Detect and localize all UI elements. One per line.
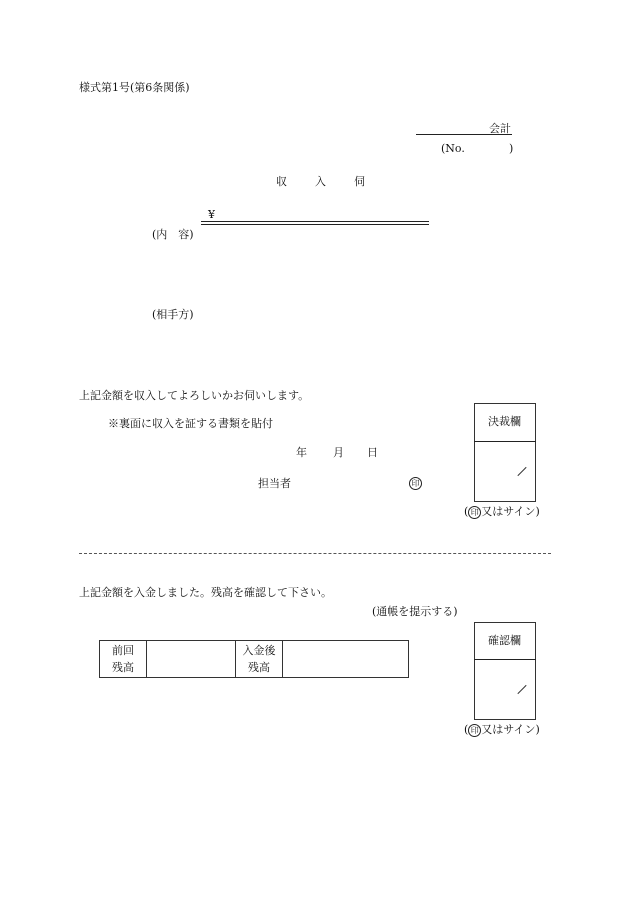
approval-seal-text: 又はサイン) <box>481 505 540 518</box>
party-label: (相手方) <box>152 308 194 321</box>
balance-col-divider-1 <box>146 640 147 678</box>
after-balance-label: 入金後 残高 <box>242 644 276 674</box>
balance-col-divider-3 <box>282 640 283 678</box>
passbook-note: (通帳を提示する) <box>372 605 458 618</box>
request-sentence: 上記金額を収入してよろしいかお伺いします。 <box>79 389 310 402</box>
form-title: 様式第1号(第6条関係) <box>79 81 190 94</box>
attachment-note: ※裏面に収入を証する書類を貼付 <box>108 417 273 430</box>
prev-balance-label: 前回 残高 <box>112 644 134 674</box>
amount-line-top <box>201 221 429 222</box>
number-close: ) <box>509 142 514 155</box>
doc-title: 収入伺 <box>276 175 393 188</box>
confirm-box-divider <box>474 659 536 660</box>
approval-seal-note <box>464 506 540 519</box>
approval-box-divider <box>474 441 536 442</box>
confirm-seal-note <box>464 724 540 737</box>
approval-label: 決裁欄 <box>488 415 521 428</box>
contents-label: (内 容) <box>152 228 194 241</box>
date-month: 月 <box>333 446 344 459</box>
seal-icon: 印 <box>468 506 481 519</box>
amount-line-bottom <box>201 224 429 225</box>
seal-icon: 印 <box>468 724 481 737</box>
person-in-charge-label: 担当者 <box>258 477 291 490</box>
yen-symbol: ¥ <box>208 208 215 221</box>
number-label: (No. <box>441 142 465 155</box>
accounting-label: 会計 <box>489 122 511 135</box>
confirm-seal-text: 又はサイン) <box>481 723 540 736</box>
confirm-seal-open: ( <box>464 723 469 736</box>
person-seal <box>409 477 422 490</box>
confirm-label: 確認欄 <box>488 634 521 647</box>
seal-icon: 印 <box>409 477 422 490</box>
date-year: 年 <box>296 446 307 459</box>
approval-seal-open: ( <box>464 505 469 518</box>
section-separator <box>79 553 551 554</box>
deposit-sentence: 上記金額を入金しました。残高を確認して下さい。 <box>79 586 332 599</box>
date-day: 日 <box>367 446 378 459</box>
